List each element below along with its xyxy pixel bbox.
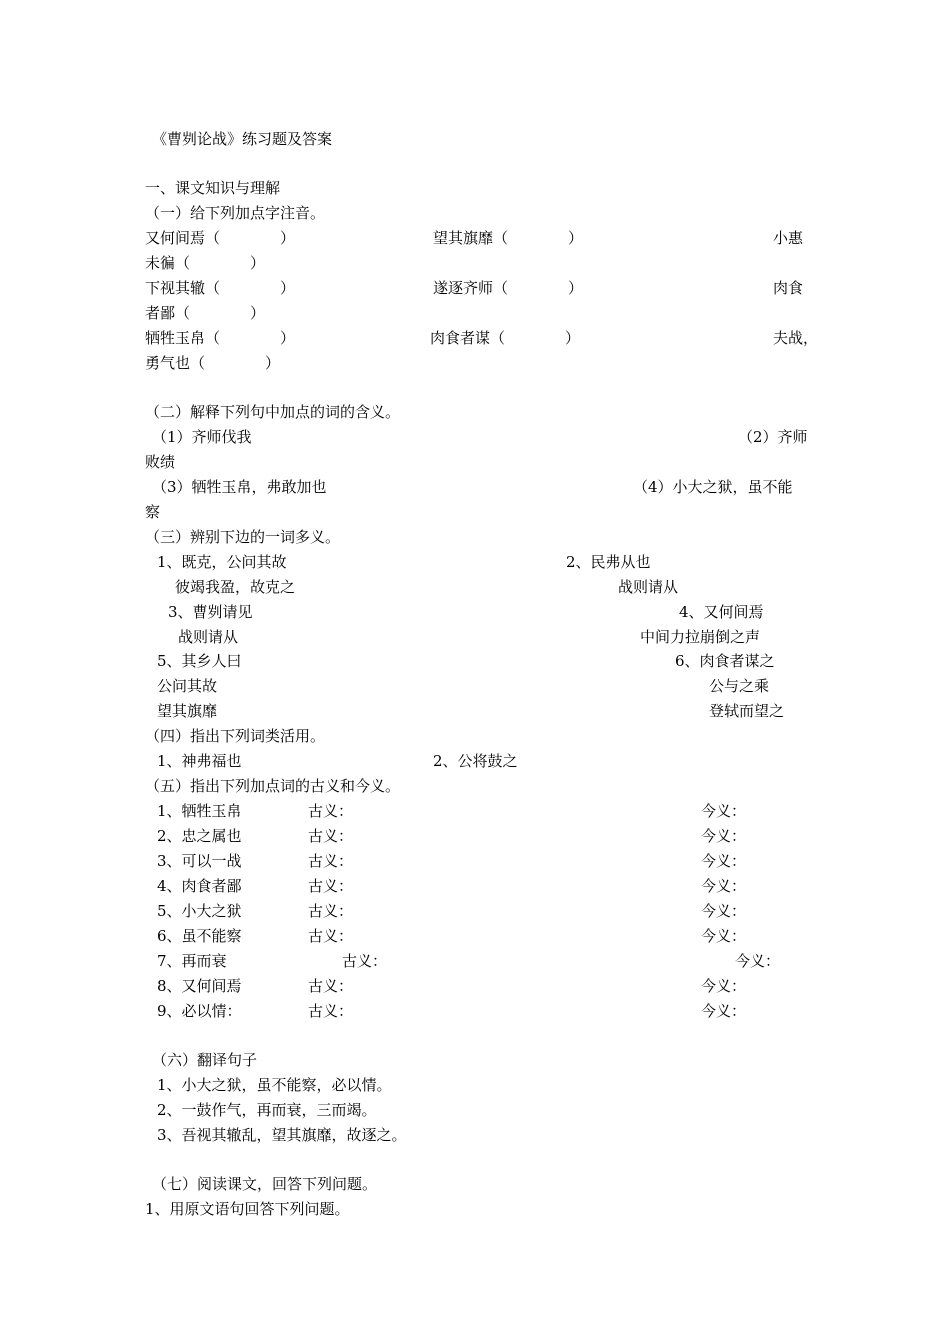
s3-g3-a1: 5、其乡人曰 [157, 652, 242, 670]
s5-gu-label: 古义： [308, 877, 354, 895]
s3-g3-a2: 公问其故 [157, 677, 218, 695]
s6-item: 2、一鼓作气，再而衰，三而竭。 [157, 1101, 377, 1119]
s1-r3-wrap: 勇气也（ ） [145, 354, 281, 372]
s4-heading: （四）指出下列词类活用。 [145, 727, 326, 745]
s2-r2-b: （4）小大之狱，虽不能 [633, 478, 793, 496]
s6-heading: （六）翻译句子 [152, 1051, 258, 1069]
s3-g3-b3: 登轼而望之 [709, 702, 785, 720]
s5-item: 1、牺牲玉帛 [157, 802, 242, 820]
s5-heading: （五）指出下列加点词的古义和今义。 [145, 777, 401, 795]
part1-heading: 一、课文知识与理解 [145, 179, 281, 197]
s5-jin-label: 今义： [701, 1002, 747, 1020]
s5-gu-label: 古义： [342, 952, 388, 970]
s3-heading: （三）辨别下边的一词多义。 [145, 528, 341, 546]
s5-jin-label: 今义： [701, 877, 747, 895]
s3-g2-b2: 中间力拉崩倒之声 [640, 628, 761, 646]
s3-g1-a1: 1、既克，公问其故 [157, 553, 287, 571]
s2-r1-b: （2）齐师 [738, 428, 808, 446]
s5-jin-label: 今义： [701, 852, 747, 870]
s1-r2-a: 下视其辙（ ） [145, 279, 296, 297]
document-title: 《曹刿论战》练习题及答案 [152, 130, 333, 148]
s3-g3-a3: 望其旗靡 [157, 702, 218, 720]
s2-heading: （二）解释下列句中加点的词的含义。 [145, 403, 401, 421]
s1-r1-wrap: 未徧（ ） [145, 254, 266, 272]
s1-r1-c: 小惠 [773, 229, 804, 247]
s2-r2-a: （3）牺牲玉帛，弗敢加也 [152, 478, 327, 496]
s7-heading: （七）阅读课文，回答下列问题。 [152, 1175, 378, 1193]
s5-jin-label: 今义： [701, 902, 747, 920]
s6-item: 3、吾视其辙乱，望其旗靡，故逐之。 [157, 1126, 407, 1144]
s2-r2-wrap: 察 [145, 503, 161, 521]
s1-r2-wrap: 者鄙（ ） [145, 304, 266, 322]
s3-g2-a1: 3、曹刿请见 [168, 603, 253, 621]
s3-g3-b2: 公与之乘 [709, 677, 770, 695]
s3-g2-a2: 战则请从 [178, 628, 239, 646]
s5-item: 5、小大之狱 [157, 902, 242, 920]
s5-item: 8、又何间焉 [157, 977, 242, 995]
s5-item: 2、忠之属也 [157, 827, 242, 845]
s4-item-b: 2、公将鼓之 [433, 752, 518, 770]
s5-gu-label: 古义： [308, 852, 354, 870]
s5-jin-label: 今义： [701, 802, 747, 820]
s3-g2-b1: 4、又何间焉 [679, 603, 764, 621]
s5-item: 7、再而衰 [157, 952, 227, 970]
s3-g1-b1: 2、民弗从也 [566, 553, 651, 571]
s5-gu-label: 古义： [308, 1002, 354, 1020]
s5-jin-label: 今义： [701, 827, 747, 845]
s5-gu-label: 古义： [308, 927, 354, 945]
s1-r2-c: 肉食 [773, 279, 804, 297]
s1-r1-b: 望其旗靡（ ） [433, 229, 584, 247]
s7-q1: 1、用原文语句回答下列问题。 [145, 1200, 350, 1218]
s5-gu-label: 古义： [308, 802, 354, 820]
s1-r1-a: 又何间焉（ ） [145, 229, 296, 247]
s2-r1-wrap: 败绩 [145, 453, 176, 471]
s1-r3-a: 牺牲玉帛（ ） [145, 329, 296, 347]
s3-g1-b2: 战则请从 [618, 578, 679, 596]
s5-item: 4、肉食者鄙 [157, 877, 242, 895]
s2-r1-a: （1）齐师伐我 [152, 428, 252, 446]
s5-item: 3、可以一战 [157, 852, 242, 870]
s5-jin-label: 今义： [701, 977, 747, 995]
s6-item: 1、小大之狱，虽不能察，必以情。 [157, 1076, 392, 1094]
s3-g1-a2: 彼竭我盈，故克之 [175, 578, 296, 596]
s5-gu-label: 古义： [308, 902, 354, 920]
s5-item: 6、虽不能察 [157, 927, 242, 945]
s4-item-a: 1、神弗福也 [157, 752, 242, 770]
s5-gu-label: 古义： [308, 827, 354, 845]
s5-item: 9、必以情： [157, 1002, 242, 1020]
s5-gu-label: 古义： [308, 977, 354, 995]
s5-jin-label: 今义： [735, 952, 781, 970]
s1-r3-c: 夫战， [773, 329, 819, 347]
s1-r3-b: 肉食者谋（ ） [430, 329, 581, 347]
s1-heading: （一）给下列加点字注音。 [145, 204, 326, 222]
s3-g3-b1: 6、肉食者谋之 [675, 652, 775, 670]
s5-jin-label: 今义： [701, 927, 747, 945]
s1-r2-b: 遂逐齐师（ ） [433, 279, 584, 297]
